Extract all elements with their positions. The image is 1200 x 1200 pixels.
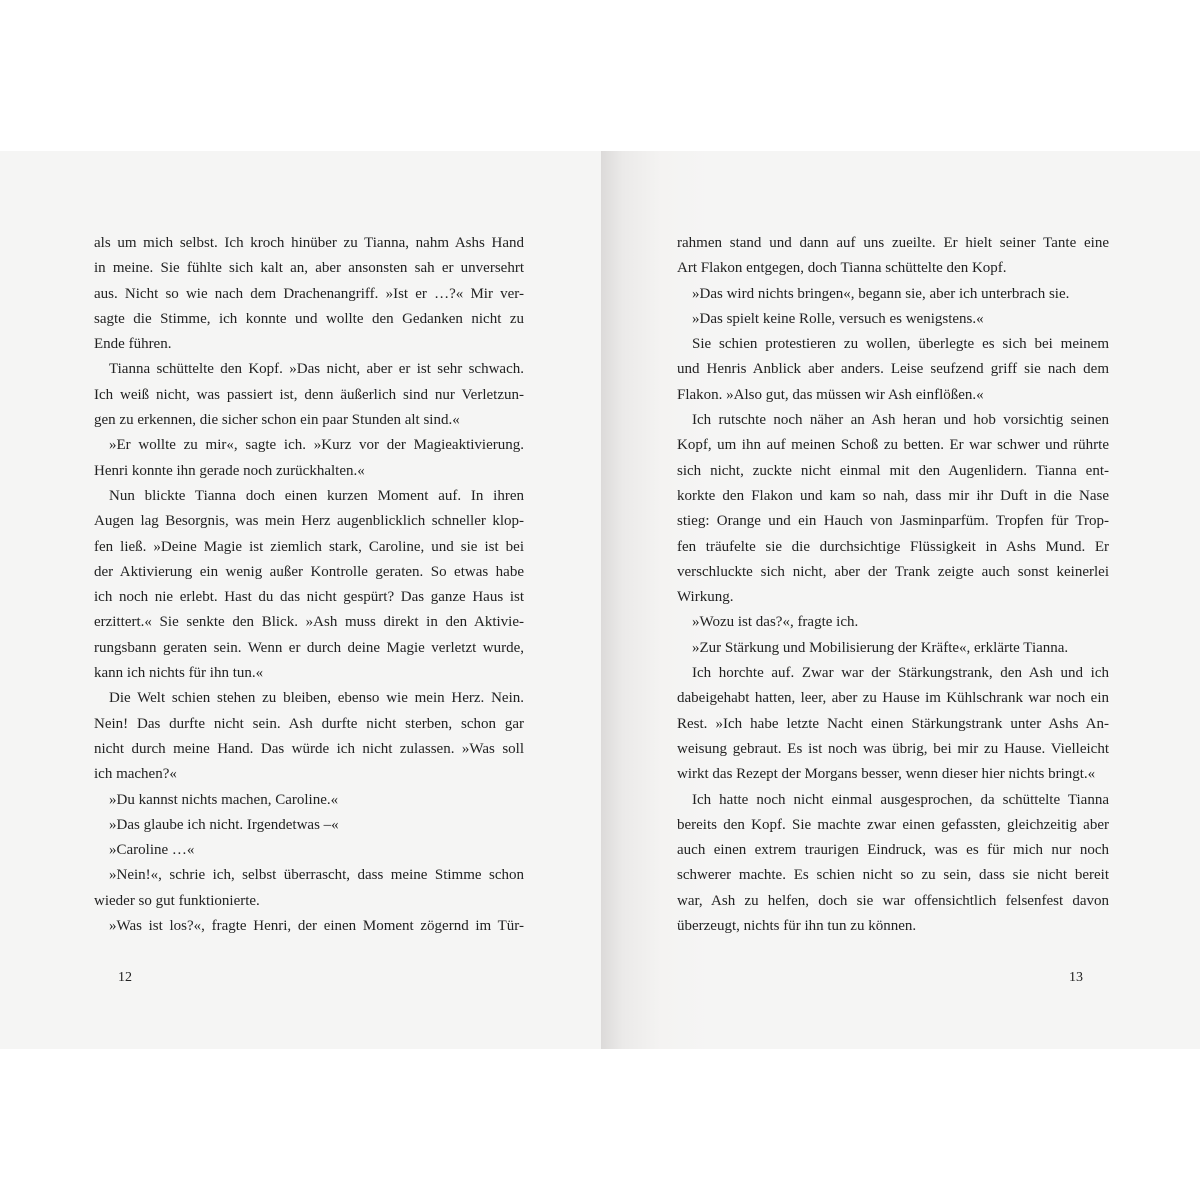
text-line: sich nicht, zuckte nicht einmal mit den Augenlidern. Tianna ent-	[677, 462, 1109, 479]
text-line: kann ich nichts für ihn tun.«	[94, 665, 264, 682]
text-line: weisung gebraut. Es ist noch was übrig, bei mir zu Hause. Vielleicht	[677, 740, 1109, 757]
text-line: »Das glaube ich nicht. Irgendetwas –«	[109, 816, 339, 833]
text-line: »Das wird nichts bringen«, begann sie, aber ich unterbrach sie.	[692, 285, 1070, 302]
text-line: Die Welt schien stehen zu bleiben, ebenso wie mein Herz. Nein.	[109, 690, 524, 707]
right-page-text	[677, 231, 1109, 939]
text-line: Art Flakon entgegen, doch Tianna schüttelte den Kopf.	[677, 260, 1007, 277]
text-line: stieg: Orange und ein Hauch von Jasminparfüm. Tropfen für Trop-	[677, 513, 1109, 530]
text-line: »Das spielt keine Rolle, versuch es wenigstens.«	[692, 310, 984, 327]
text-line: bereits den Kopf. Sie machte zwar einen gefassten, gleichzeitig aber	[677, 816, 1109, 833]
text-line: »Was ist los?«, fragte Henri, der einen Moment zögernd im Tür-	[109, 918, 524, 935]
text-line: ich machen?«	[94, 766, 177, 783]
text-line: »Zur Stärkung und Mobilisierung der Kräfte«, erklärte Tianna.	[692, 639, 1069, 656]
text-line: Flakon. »Also gut, das müssen wir Ash einflößen.«	[677, 386, 984, 403]
left-page-text	[94, 231, 524, 939]
page-number-left: 12	[118, 970, 132, 985]
text-line: Henri konnte ihn gerade noch zurückhalten.«	[94, 462, 365, 479]
text-line: als um mich selbst. Ich kroch hinüber zu Tianna, nahm Ashs Hand	[94, 235, 524, 251]
text-line: gen zu erkennen, die sicher schon ein paar Stunden alt sind.«	[94, 412, 460, 429]
page-number-right: 13	[1069, 970, 1083, 985]
text-line: Tianna schüttelte den Kopf. »Das nicht, aber er ist sehr schwach.	[109, 361, 524, 378]
text-line: Augen lag Besorgnis, was mein Herz augenblicklich schneller klop-	[94, 513, 524, 530]
text-line: fen ließ. »Deine Magie ist ziemlich stark, Caroline, und sie ist bei	[94, 538, 524, 555]
text-line: rahmen stand und dann auf uns zueilte. Er hielt seiner Tante eine	[677, 235, 1109, 251]
text-line: der Aktivierung ein wenig außer Kontrolle geraten. So etwas habe	[94, 563, 524, 580]
text-line: fen träufelte sie die durchsichtige Flüssigkeit in Ashs Mund. Er	[677, 538, 1109, 555]
text-line: ich noch nie erlebt. Hast du das nicht gespürt? Das ganze Haus ist	[94, 589, 524, 606]
text-line: Ich horchte auf. Zwar war der Stärkungstrank, den Ash und ich	[692, 665, 1109, 682]
text-line: »Caroline …«	[109, 842, 195, 859]
text-line: aus. Nicht so wie nach dem Drachenangriff. »Ist er …?« Mir ver-	[94, 285, 524, 302]
text-line: erzittert.« Sie senkte den Blick. »Ash muss direkt in den Aktivie-	[94, 614, 524, 631]
text-line: »Wozu ist das?«, fragte ich.	[692, 614, 859, 631]
text-line: rungsbann geraten sein. Wenn er durch deine Magie verletzt wurde,	[94, 639, 524, 656]
text-line: war, Ash zu helfen, doch sie war offensichtlich felsenfest davon	[677, 892, 1109, 909]
text-line: überzeugt, nichts für ihn tun zu können.	[677, 918, 917, 935]
text-line: Sie schien protestieren zu wollen, überlegte es sich bei meinem	[692, 336, 1109, 353]
text-line: Nun blickte Tianna doch einen kurzen Moment auf. In ihren	[109, 487, 524, 504]
text-line: verschluckte sich nicht, aber der Trank zeigte auch sonst keinerlei	[677, 563, 1109, 580]
text-line: Rest. »Ich habe letzte Nacht einen Stärkungstrank unter Ashs An-	[677, 715, 1109, 732]
text-line: und Henris Anblick aber anders. Leise seufzend griff sie nach dem	[677, 361, 1109, 378]
text-line: korkte den Flakon und kam so nah, dass mir ihr Duft in die Nase	[677, 487, 1109, 504]
text-line: Nein! Das durfte nicht sein. Ash durfte nicht sterben, schon gar	[94, 715, 524, 732]
text-line: Ich weiß nicht, was passiert ist, denn äußerlich sind nur Verletzun-	[94, 386, 524, 403]
text-line: auch einen extrem traurigen Eindruck, was es für mich nur noch	[677, 842, 1109, 859]
text-line: Ich rutschte noch näher an Ash heran und hob vorsichtig seinen	[692, 412, 1109, 429]
text-line: dabeigehabt hatten, leer, aber zu Hause im Kühlschrank war noch ein	[677, 690, 1109, 707]
text-line: sagte die Stimme, ich konnte und wollte den Gedanken nicht zu	[94, 310, 524, 327]
text-line: Kopf, um ihn auf meinen Schoß zu betten. Er war schwer und rührte	[677, 437, 1109, 454]
text-line: wieder so gut funktionierte.	[94, 892, 260, 909]
text-line: »Er wollte zu mir«, sagte ich. »Kurz vor der Magieaktivierung.	[109, 437, 524, 454]
text-line: in meine. Sie fühlte sich kalt an, aber ansonsten sah er unversehrt	[94, 260, 524, 277]
text-line: Wirkung.	[677, 589, 734, 606]
text-line: »Du kannst nichts machen, Caroline.«	[109, 791, 339, 808]
text-line: wirkt das Rezept der Morgans besser, wenn dieser hier nichts bringt.«	[677, 766, 1096, 783]
text-line: nicht durch meine Hand. Das würde ich nicht zulassen. »Was soll	[94, 740, 524, 757]
text-line: Ende führen.	[94, 336, 172, 353]
text-line: schwerer machte. Es schien nicht so zu sein, dass sie nicht bereit	[677, 867, 1109, 884]
text-line: »Nein!«, schrie ich, selbst überrascht, dass meine Stimme schon	[109, 867, 524, 884]
text-line: Ich hatte noch nicht einmal ausgesprochen, da schüttelte Tianna	[692, 791, 1109, 808]
